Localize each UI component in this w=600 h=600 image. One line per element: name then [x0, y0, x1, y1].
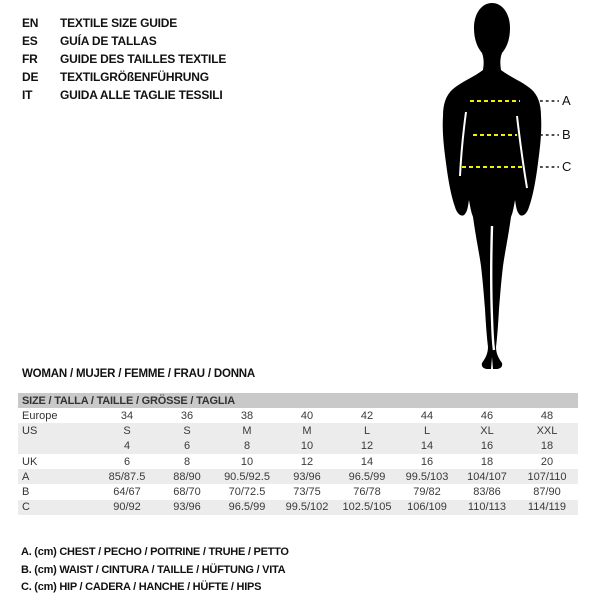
language-row-it [22, 86, 226, 104]
cell: 64/67 [113, 486, 141, 499]
cell: 6 [183, 440, 191, 453]
cell: XL [480, 424, 494, 437]
language-code: EN [22, 16, 39, 30]
cell: 46 [480, 409, 494, 422]
cell: 88/90 [173, 470, 201, 483]
table-row-hip [18, 500, 578, 515]
legend-line-chest: A. (cm) CHEST / PECHO / POITRINE / TRUHE / PETTO [21, 546, 289, 558]
cell: 6 [123, 455, 131, 468]
cell: 18 [540, 440, 554, 453]
language-code: IT [22, 88, 33, 102]
language-code: ES [22, 34, 38, 48]
cell: 93/96 [293, 470, 321, 483]
legend-line-hip: C. (cm) HIP / CADERA / HANCHE / HÜFTE / HIPS [21, 581, 262, 593]
waist-marker-letter: B [562, 127, 571, 142]
cell: M [302, 424, 312, 437]
row-label: A [22, 470, 30, 483]
cell: 83/86 [473, 486, 501, 499]
cell: 10 [300, 440, 314, 453]
cell: 48 [540, 409, 554, 422]
language-label: GUIDA ALLE TAGLIE TESSILI [60, 88, 223, 102]
cell: 16 [420, 455, 434, 468]
cell: 8 [243, 440, 251, 453]
language-row-en [22, 14, 226, 32]
cell: 40 [300, 409, 314, 422]
cell: 4 [123, 440, 131, 453]
row-label: B [22, 486, 30, 499]
cell: 12 [360, 440, 374, 453]
row-label: C [22, 501, 30, 514]
cell: M [242, 424, 252, 437]
measurement-legend [21, 544, 289, 597]
language-label: TEXTILE SIZE GUIDE [60, 16, 178, 30]
cell: 38 [240, 409, 254, 422]
cell: 99.5/103 [405, 470, 449, 483]
cell: 34 [120, 409, 134, 422]
cell: 106/109 [407, 501, 447, 514]
row-label: US [22, 424, 38, 437]
legend-line-waist: B. (cm) WAIST / CINTURA / TAILLE / HÜFTUNG / VITA [21, 563, 286, 576]
cell: 96.5/99 [348, 470, 386, 483]
size-table [18, 393, 578, 515]
cell: 90.5/92.5 [224, 470, 270, 483]
size-figure [420, 0, 600, 372]
cell: 79/82 [413, 486, 441, 499]
cell: S [183, 424, 191, 437]
cell: 104/107 [467, 470, 507, 483]
cell: 44 [420, 409, 434, 422]
cell: 18 [480, 455, 494, 468]
language-row-es [22, 32, 226, 50]
language-code: FR [22, 52, 38, 66]
cell: 16 [480, 440, 494, 453]
cell: 87/90 [533, 486, 561, 499]
cell: 8 [183, 455, 191, 468]
chest-marker-letter: A [562, 93, 571, 108]
cell: 102.5/105 [342, 501, 392, 514]
table-row-waist [18, 484, 578, 499]
female-silhouette-graphic [420, 0, 600, 372]
hip-marker-letter: C [562, 159, 572, 174]
language-row-de [22, 68, 226, 86]
language-label: GUÍA DE TALLAS [60, 34, 157, 48]
cell: 10 [240, 455, 254, 468]
cell: 12 [300, 455, 314, 468]
cell: 93/96 [173, 501, 201, 514]
cell: 42 [360, 409, 374, 422]
cell: 14 [360, 455, 374, 468]
cell: 99.5/102 [285, 501, 329, 514]
table-row-us-letters [18, 423, 578, 438]
cell: 70/72.5 [228, 486, 266, 499]
language-row-fr [22, 50, 226, 68]
cell: 85/87.5 [108, 470, 146, 483]
cell: 36 [180, 409, 194, 422]
table-row-europe [18, 408, 578, 423]
cell: XXL [536, 424, 558, 437]
cell: 96.5/99 [228, 501, 266, 514]
size-table-header [18, 393, 578, 408]
table-row-chest [18, 469, 578, 484]
table-row-uk [18, 454, 578, 469]
section-title-woman: WOMAN / MUJER / FEMME / FRAU / DONNA [22, 368, 256, 380]
cell: 110/113 [467, 501, 507, 514]
cell: 68/70 [173, 486, 201, 499]
language-list [22, 14, 226, 104]
row-label: Europe [22, 409, 58, 422]
row-label: UK [22, 455, 38, 468]
cell: 107/110 [527, 470, 567, 483]
cell: 114/119 [527, 501, 567, 514]
cell: 90/92 [113, 501, 141, 514]
cell: 14 [420, 440, 434, 453]
cell: S [123, 424, 131, 437]
language-label: GUIDE DES TAILLES TEXTILE [60, 52, 227, 66]
size-table-header-label: SIZE / TALLA / TAILLE / GRÖSSE / TAGLIA [22, 394, 236, 407]
language-label: TEXTILGRÖßENFÜHRUNG [60, 70, 209, 84]
cell: L [363, 424, 371, 437]
table-row-us-numbers [18, 439, 578, 454]
cell: 20 [540, 455, 554, 468]
cell: L [423, 424, 431, 437]
cell: 73/75 [293, 486, 321, 499]
language-code: DE [22, 70, 39, 84]
cell: 76/78 [353, 486, 381, 499]
